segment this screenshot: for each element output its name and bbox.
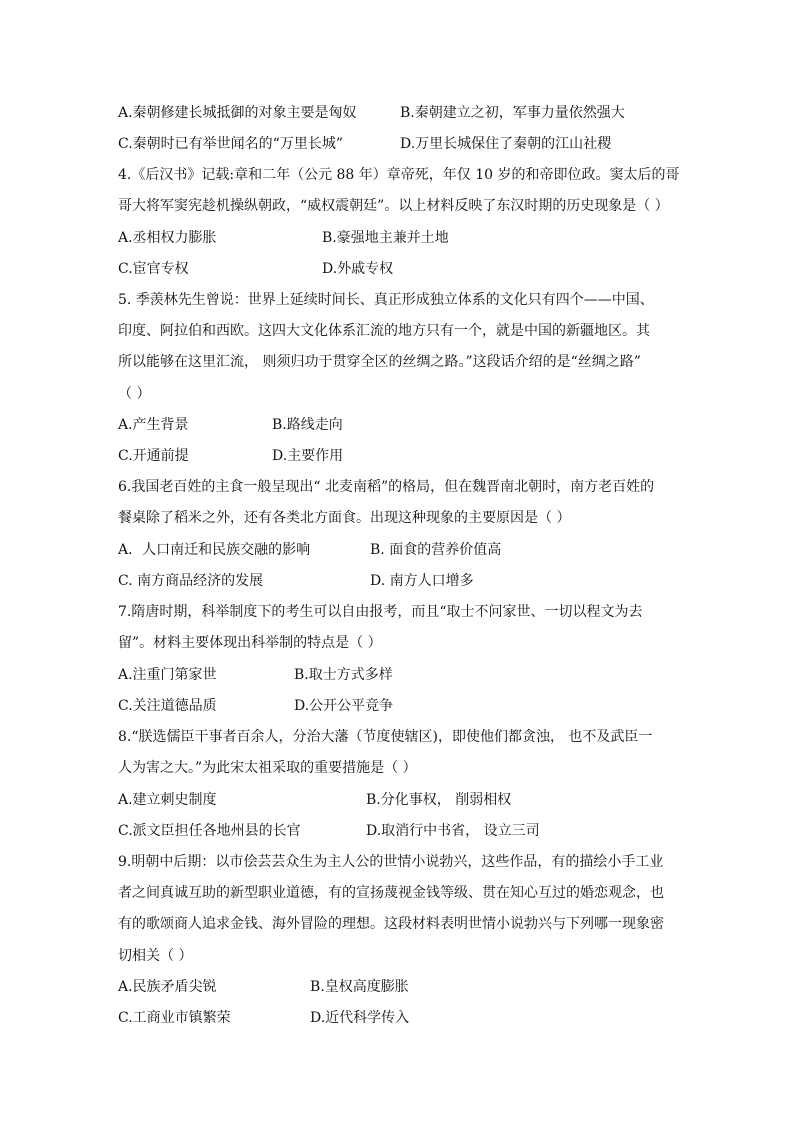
q5-option-c: C.开通前提 [118,448,189,464]
q9-stem-line-3: 有的歌颂商人追求金钱、海外冒险的理想。这段材料表明世情小说勃兴与下列哪一现象密 [118,916,664,932]
q9-stem-line-2: 者之间真诚互助的新型职业道德，有的宣扬蔑视金钱等级、贯在知心互过的婚恋观念，也 [118,885,664,901]
q5-option-d: D.主要作用 [272,448,344,464]
q6-stem-line-1: 6.我国老百姓的主食一般呈现出“ 北麦南稻”的格局，但在魏晋南北朝时，南方老百姓的 [118,479,655,495]
q4-option-c: C.宦官专权 [118,261,189,277]
q5-stem-line-1: 5. 季羡林先生曾说：世界上延续时间长、真正形成独立体系的文化只有四个——中国、 [118,292,654,308]
q3-option-a: A.秦朝修建长城抵御的对象主要是匈奴 [118,105,357,121]
q7-option-c: C.关注道德品质 [118,698,217,714]
q9-option-d: D.近代科学传入 [310,1010,410,1026]
q7-option-a: A.注重门第家世 [118,667,217,683]
q8-option-b: B.分化事权， 削弱相权 [366,792,512,808]
q9-option-b: B.皇权高度膨胀 [310,979,409,995]
q5-stem-line-2: 印度、阿拉伯和西欧。这四大文化体系汇流的地方只有一个，就是中国的新疆地区。其 [118,323,650,339]
q4-option-d: D.外戚专权 [322,261,394,277]
q4-stem-line-1: 4.《后汉书》记载:章和二年（公元 88 年）章帝死，年仅 10 岁的和帝即位政。窦太后的哥 [118,167,680,183]
q6-option-b: B. 面食的营养价值高 [370,542,502,558]
q8-option-a: A.建立刺史制度 [118,792,217,808]
q5-option-a: A.产生背景 [118,417,189,433]
q3-option-d: D.万里长城保住了秦朝的江山社稷 [400,136,612,152]
q3-option-b: B.秦朝建立之初，军事力量依然强大 [400,105,625,121]
q9-option-c: C.工商业市镇繁荣 [118,1010,231,1026]
q4-stem-line-2: 哥大将军窦宪趁机操纵朝政，“威权震朝廷”。以上材料反映了东汉时期的历史现象是（ ） [118,198,669,214]
q9-stem-line-1: 9.明朝中后期：以市侩芸芸众生为主人公的世情小说勃兴，这些作品，有的描绘小手工业 [118,854,664,870]
q5-stem-line-4: （ ） [118,386,151,402]
q9-option-a: A.民族矛盾尖锐 [118,979,217,995]
q6-option-c: C. 南方商品经济的发展 [118,573,264,589]
q8-option-d: D.取消行中书省， 设立三司 [366,823,540,839]
q9-stem-line-4: 切相关（ ） [118,948,193,964]
q5-option-b: B.路线走向 [272,417,343,433]
q3-option-c: C.秦朝时已有举世闻名的“万里长城” [118,136,343,152]
q8-option-c: C.派文臣担任各地州县的长官 [118,823,301,839]
q8-stem-line-1: 8.“朕选儒臣干事者百余人，分治大藩（节度使辖区)，即使他们都贪浊， 也不及武臣一 [118,729,653,745]
q7-stem-line-2: 留”。材料主要体现出科举制的特点是（ ） [118,635,382,651]
q6-option-d: D. 南方人口增多 [370,573,474,589]
q7-option-d: D.公开公平竞争 [294,698,394,714]
q4-option-b: B.豪强地主兼并土地 [322,230,449,246]
q7-option-b: B.取士方式多样 [294,667,393,683]
q4-option-a: A.丞相权力膨胀 [118,230,217,246]
q5-stem-line-3: 所以能够在这里汇流， 则须归功于贯穿全区的丝绸之路。”这段话介绍的是“丝绸之路” [118,354,641,370]
q7-stem-line-1: 7.隋唐时期，科举制度下的考生可以自由报考，而且“取士不问家世、一切以程文为去 [118,604,643,620]
q6-option-a: A．人口南迁和民族交融的影响 [118,542,311,558]
q6-stem-line-2: 餐桌除了稻米之外，还有各类北方面食。出现这种现象的主要原因是（ ） [118,510,571,526]
q8-stem-line-2: 人为害之大。”为此宋太祖采取的重要措施是（ ） [118,760,417,776]
